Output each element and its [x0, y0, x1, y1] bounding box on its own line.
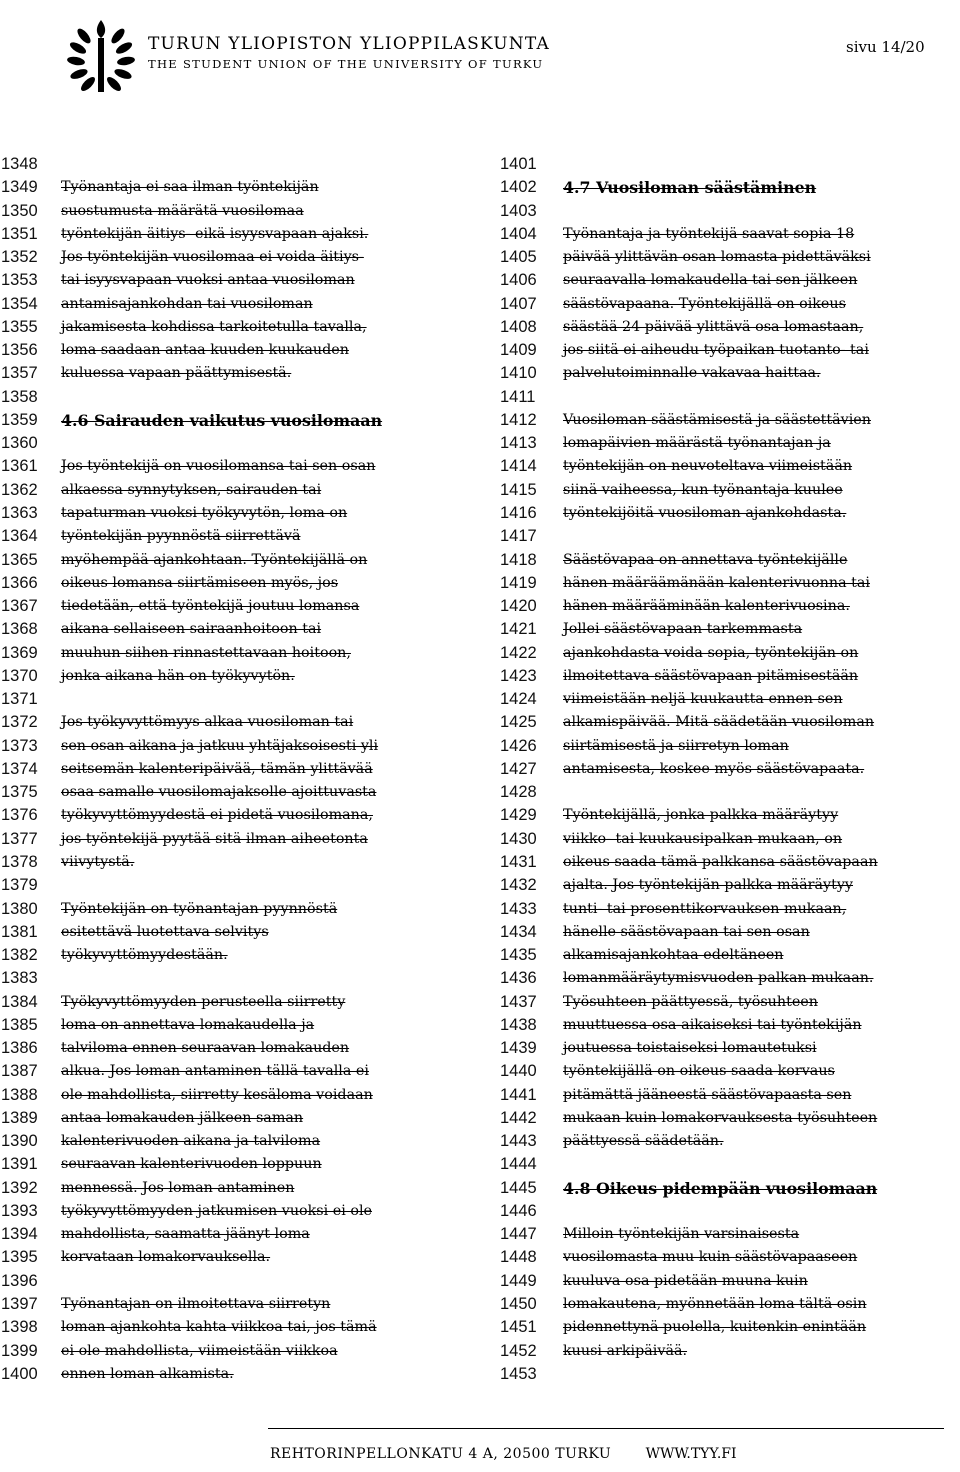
text-column-right	[563, 153, 953, 1386]
text-line: korvataan lomakorvauksella.	[61, 1249, 271, 1266]
line-number: 1435	[500, 946, 537, 965]
line-number: 1415	[500, 480, 537, 499]
text-line	[563, 781, 953, 804]
line-number: 1387	[1, 1062, 38, 1081]
line-number: 1410	[500, 364, 537, 383]
text-line: Jos työkyvyttömyys alkaa vuosiloman tai	[61, 714, 354, 731]
line-number: 1448	[500, 1248, 537, 1267]
text-line: Työkyvyttömyyden perusteella siirretty	[61, 993, 346, 1010]
line-number: 1401	[500, 155, 537, 173]
line-number: 1349	[1, 178, 38, 197]
line-number: 1391	[1, 1155, 38, 1174]
text-line	[61, 386, 461, 409]
line-number: 1360	[1, 434, 38, 453]
line-number: 1373	[1, 736, 38, 755]
organization-name	[148, 34, 550, 71]
text-line	[563, 1200, 953, 1223]
line-number: 1403	[500, 201, 537, 220]
line-numbers-left	[1, 153, 38, 1386]
text-line: palvelutoiminnalle vakavaa haittaa.	[563, 365, 821, 382]
text-line: hänelle säästövapaan tai sen osan	[563, 923, 810, 940]
line-number: 1413	[500, 434, 537, 453]
section-heading: 4.6 Sairauden vaikutus vuosilomaan	[61, 410, 383, 430]
line-number: 1367	[1, 597, 38, 616]
text-line: Työnantaja ei saa ilman työntekijän	[61, 179, 319, 196]
text-line: kuusi arkipäivää.	[563, 1342, 688, 1359]
line-number: 1381	[1, 922, 38, 941]
line-number: 1369	[1, 643, 38, 662]
page-header	[0, 0, 960, 110]
text-line: seuraavan kalenterivuoden loppuun	[61, 1156, 322, 1173]
text-line: seuraavalla lomakaudella tai sen jälkeen	[563, 272, 858, 289]
line-number: 1450	[500, 1295, 537, 1314]
line-number: 1377	[1, 829, 38, 848]
text-line: hänen määräämänään kalenterivuonna tai	[563, 574, 870, 591]
text-line: antaa lomakauden jälkeen saman	[61, 1109, 304, 1126]
line-number: 1356	[1, 341, 38, 360]
text-line: Työsuhteen päättyessä, työsuhteen	[563, 993, 818, 1010]
text-line: antamisajankohdan tai vuosiloman	[61, 295, 313, 312]
text-line: alkua. Jos loman antaminen tällä tavalla ei	[61, 1063, 369, 1080]
line-number: 1371	[1, 690, 38, 709]
line-number: 1438	[500, 1015, 537, 1034]
line-number: 1351	[1, 224, 38, 243]
text-line: työntekijällä on oikeus saada korvaus	[563, 1063, 835, 1080]
text-line	[563, 1363, 953, 1386]
line-number: 1451	[500, 1318, 537, 1337]
text-line	[563, 525, 953, 548]
line-number: 1423	[500, 666, 537, 685]
text-line: siirtämisestä ja siirretyn loman	[563, 737, 789, 754]
line-number: 1421	[500, 620, 537, 639]
line-number: 1407	[500, 294, 537, 313]
text-line: Työntekijän on työnantajan pyynnöstä	[61, 900, 338, 917]
text-line: joutuessa toistaiseksi lomautetuksi	[563, 1040, 817, 1057]
text-line: tapaturman vuoksi työkyvytön, loma on	[61, 504, 348, 521]
line-number: 1363	[1, 503, 38, 522]
line-numbers-right	[500, 153, 537, 1386]
line-number: 1446	[500, 1201, 537, 1220]
line-number: 1420	[500, 597, 537, 616]
text-line: alkamisajankohtaa edeltäneen	[563, 947, 784, 964]
text-line: osaa samalle vuosilomajaksolle ajoittuvasta	[61, 784, 377, 801]
line-number: 1378	[1, 852, 38, 871]
text-line	[61, 967, 461, 990]
text-line: ilmoitettava säästövapaan pitämisestään	[563, 667, 859, 684]
text-line: työkyvyttömyydestään.	[61, 947, 228, 964]
line-number: 1385	[1, 1015, 38, 1034]
text-line: vuosilomasta muu kuin säästövapaaseen	[563, 1249, 858, 1266]
line-number: 1395	[1, 1248, 38, 1267]
line-number: 1431	[500, 852, 537, 871]
text-line: Työnantajan on ilmoitettava siirretyn	[61, 1296, 331, 1313]
text-line: kuuluva osa pidetään muuna kuin	[563, 1272, 808, 1289]
text-line: loma on annettava lomakaudella ja	[61, 1016, 315, 1033]
text-line: tai isyysvapaan vuoksi antaa vuosiloman	[61, 272, 355, 289]
line-number: 1406	[500, 271, 537, 290]
line-number: 1453	[500, 1364, 537, 1383]
text-line: työntekijän äitiys- eikä isyysvapaan ajaksi.	[61, 225, 369, 242]
text-line: jos siitä ei aiheudu työpaikan tuotanto- tai	[563, 342, 869, 359]
text-line	[563, 386, 953, 409]
text-line: Säästövapaa on annettava työntekijälle	[563, 551, 848, 568]
text-line: Työntekijällä, jonka palkka määräytyy	[563, 807, 839, 824]
text-line: ennen loman alkamista.	[61, 1365, 234, 1382]
line-number: 1348	[1, 155, 38, 173]
line-number: 1392	[1, 1178, 38, 1197]
text-line: ei ole mahdollista, viimeistään viikkoa	[61, 1342, 338, 1359]
line-number: 1443	[500, 1132, 537, 1151]
line-number: 1383	[1, 969, 38, 988]
line-number: 1405	[500, 248, 537, 267]
line-number: 1374	[1, 759, 38, 778]
section-heading: 4.7 Vuosiloman säästäminen	[563, 178, 817, 198]
line-number: 1439	[500, 1039, 537, 1058]
text-line	[563, 1153, 953, 1176]
text-line: ajalta. Jos työntekijän palkka määräytyy	[563, 877, 854, 894]
line-number: 1352	[1, 248, 38, 267]
line-number: 1411	[500, 387, 536, 406]
line-number: 1437	[500, 992, 537, 1011]
line-number: 1354	[1, 294, 38, 313]
line-number: 1434	[500, 922, 537, 941]
line-number: 1396	[1, 1271, 38, 1290]
line-number: 1364	[1, 527, 38, 546]
text-line: pitämättä jääneestä säästövapaasta sen	[563, 1086, 852, 1103]
text-line: siinä vaiheessa, kun työnantaja kuulee	[563, 481, 843, 498]
text-line	[563, 200, 953, 223]
text-line: työntekijän on neuvoteltava viimeistään	[563, 458, 853, 475]
text-line: talviloma ennen seuraavan lomakauden	[61, 1040, 350, 1057]
text-line: muuhun siihen rinnastettavaan hoitoon,	[61, 644, 351, 661]
text-line: säästövapaana. Työntekijällä on oikeus	[563, 295, 846, 312]
line-number: 1394	[1, 1225, 38, 1244]
text-line: työkyvyttömyydestä ei pidetä vuosilomana,	[61, 807, 373, 824]
text-line: jonka aikana hän on työkyvytön.	[61, 667, 295, 684]
line-number: 1402	[500, 178, 537, 197]
line-number: 1452	[500, 1341, 537, 1360]
text-line: lomapäivien määrästä työnantajan ja	[563, 435, 831, 452]
line-number: 1380	[1, 899, 38, 918]
text-line: viikko- tai kuukausipalkan mukaan, on	[563, 830, 843, 847]
line-number: 1444	[500, 1155, 537, 1174]
line-number: 1412	[500, 410, 537, 429]
text-line: loma saadaan antaa kuuden kuukauden	[61, 342, 349, 359]
line-number: 1436	[500, 969, 537, 988]
text-line: jakamisesta kohdissa tarkoitetulla tavalla,	[61, 318, 367, 335]
text-line	[61, 1270, 461, 1293]
text-line: sen osan aikana ja jatkuu yhtäjaksoisesti yli	[61, 737, 379, 754]
text-line: päivää ylittävän osan lomasta pidettäväksi	[563, 249, 871, 266]
text-line	[61, 688, 461, 711]
line-number: 1366	[1, 573, 38, 592]
line-number: 1398	[1, 1318, 38, 1337]
text-line: esitettävä luotettava selvitys	[61, 923, 269, 940]
line-number: 1375	[1, 783, 38, 802]
line-number: 1416	[500, 503, 537, 522]
organization-name-fi: TURUN YLIOPISTON YLIOPPILASKUNTA	[148, 34, 550, 54]
line-number: 1409	[500, 341, 537, 360]
line-number: 1397	[1, 1295, 38, 1314]
line-number: 1408	[500, 317, 537, 336]
page-number: sivu 14/20	[846, 38, 925, 56]
line-number: 1425	[500, 713, 537, 732]
line-number: 1355	[1, 317, 38, 336]
text-line: oikeus lomansa siirtämiseen myös, jos	[61, 574, 339, 591]
text-line: viimeistään neljä kuukautta ennen sen	[563, 691, 843, 708]
line-number: 1404	[500, 224, 537, 243]
text-line: ole mahdollista, siirretty kesäloma voidaan	[61, 1086, 373, 1103]
line-number: 1350	[1, 201, 38, 220]
line-number: 1432	[500, 876, 537, 895]
text-line: työkyvyttömyyden jatkumisen vuoksi ei ole	[61, 1202, 372, 1219]
line-number: 1361	[1, 457, 38, 476]
line-number: 1441	[500, 1085, 537, 1104]
line-number: 1440	[500, 1062, 537, 1081]
text-line: Jos työntekijä on vuosilomansa tai sen osan	[61, 458, 376, 475]
text-line	[563, 153, 953, 176]
line-number: 1427	[500, 759, 537, 778]
line-number: 1353	[1, 271, 38, 290]
text-line: työntekijän pyynnöstä siirrettävä	[61, 528, 301, 545]
text-line: kalenterivuoden aikana ja talviloma	[61, 1133, 321, 1150]
footer-address: REHTORINPELLONKATU 4 A, 20500 TURKU	[270, 1446, 612, 1462]
line-number: 1376	[1, 806, 38, 825]
line-number: 1384	[1, 992, 38, 1011]
text-line: työntekijöitä vuosiloman ajankohdasta.	[563, 504, 847, 521]
line-number: 1359	[1, 410, 38, 429]
text-line: lomakautena, myönnetään loma tältä osin	[563, 1296, 867, 1313]
student-union-logo	[62, 14, 140, 96]
text-line: mennessä. Jos loman antaminen	[61, 1179, 295, 1196]
text-line: mahdollista, saamatta jäänyt loma	[61, 1226, 310, 1243]
line-number: 1422	[500, 643, 537, 662]
text-line: alkaessa synnytyksen, sairauden tai	[61, 481, 322, 498]
text-line: Työnantaja ja työntekijä saavat sopia 18	[563, 225, 855, 242]
line-number: 1445	[500, 1178, 537, 1197]
text-line: Vuosiloman säästämisestä ja säästettävien	[563, 411, 871, 428]
text-line: alkamispäivää. Mitä säädetään vuosiloman	[563, 714, 875, 731]
text-line	[61, 153, 461, 176]
text-line: kuluessa vapaan päättymisestä.	[61, 365, 292, 382]
line-number: 1357	[1, 364, 38, 383]
text-line: aikana sellaiseen sairaanhoitoon tai	[61, 621, 322, 638]
line-number: 1430	[500, 829, 537, 848]
text-line: tiedetään, että työntekijä joutuu lomansa	[61, 598, 360, 615]
text-line: lomanmääräytymisvuoden palkan mukaan.	[563, 970, 874, 987]
line-number: 1399	[1, 1341, 38, 1360]
text-line	[61, 874, 461, 897]
line-number: 1368	[1, 620, 38, 639]
text-line: pidennettynä puolella, kuitenkin enintään	[563, 1319, 867, 1336]
page-footer	[270, 1446, 767, 1462]
text-line: tunti- tai prosenttikorvauksen mukaan,	[563, 900, 847, 917]
line-number: 1447	[500, 1225, 537, 1244]
footer-website: WWW.TYY.FI	[645, 1446, 737, 1462]
text-line: ajankohdasta voida sopia, työntekijän on	[563, 644, 859, 661]
text-line: Milloin työntekijän varsinaisesta	[563, 1226, 800, 1243]
text-line: Jollei säästövapaan tarkemmasta	[563, 621, 803, 638]
line-number: 1428	[500, 783, 537, 802]
line-number: 1365	[1, 550, 38, 569]
line-number: 1362	[1, 480, 38, 499]
text-line: säästää 24 päivää ylittävä osa lomastaan,	[563, 318, 864, 335]
text-line: mukaan kuin lomakorvauksesta työsuhteen	[563, 1109, 878, 1126]
text-line: suostumusta määrätä vuosilomaa	[61, 202, 304, 219]
text-line: loman ajankohta kahta viikkoa tai, jos tämä	[61, 1319, 377, 1336]
line-number: 1393	[1, 1201, 38, 1220]
text-line: Jos työntekijän vuosilomaa ei voida äitiys-	[61, 249, 364, 266]
text-column-left	[61, 153, 461, 1386]
line-number: 1388	[1, 1085, 38, 1104]
text-line: jos työntekijä pyytää sitä ilman aiheetonta	[61, 830, 368, 847]
line-number: 1417	[500, 527, 537, 546]
text-line: oikeus saada tämä palkkansa säästövapaan	[563, 853, 878, 870]
organization-name-en: THE STUDENT UNION OF THE UNIVERSITY OF TURKU	[148, 57, 544, 71]
line-number: 1390	[1, 1132, 38, 1151]
text-line: hänen määrääminään kalenterivuosina.	[563, 598, 850, 615]
line-number: 1419	[500, 573, 537, 592]
line-number: 1442	[500, 1108, 537, 1127]
text-line: seitsemän kalenteripäivää, tämän ylittävää	[61, 760, 373, 777]
line-number: 1414	[500, 457, 537, 476]
text-line: viivytystä.	[61, 853, 135, 870]
text-line: antamisesta, koskee myös säästövapaata.	[563, 760, 865, 777]
line-number: 1433	[500, 899, 537, 918]
line-number: 1386	[1, 1039, 38, 1058]
line-number: 1449	[500, 1271, 537, 1290]
line-number: 1370	[1, 666, 38, 685]
text-line: muuttuessa osa-aikaiseksi tai työntekijän	[563, 1016, 862, 1033]
line-number: 1382	[1, 946, 38, 965]
line-number: 1424	[500, 690, 537, 709]
footer-divider	[268, 1428, 944, 1429]
text-line	[61, 432, 461, 455]
line-number: 1379	[1, 876, 38, 895]
text-line: päättyessä säädetään.	[563, 1133, 724, 1150]
text-line: myöhempää ajankohtaan. Työntekijällä on	[61, 551, 368, 568]
line-number: 1358	[1, 387, 38, 406]
line-number: 1372	[1, 713, 38, 732]
line-number: 1429	[500, 806, 537, 825]
line-number: 1389	[1, 1108, 38, 1127]
line-number: 1400	[1, 1364, 38, 1383]
section-heading: 4.8 Oikeus pidempään vuosilomaan	[563, 1178, 878, 1198]
line-number: 1426	[500, 736, 537, 755]
line-number: 1418	[500, 550, 537, 569]
